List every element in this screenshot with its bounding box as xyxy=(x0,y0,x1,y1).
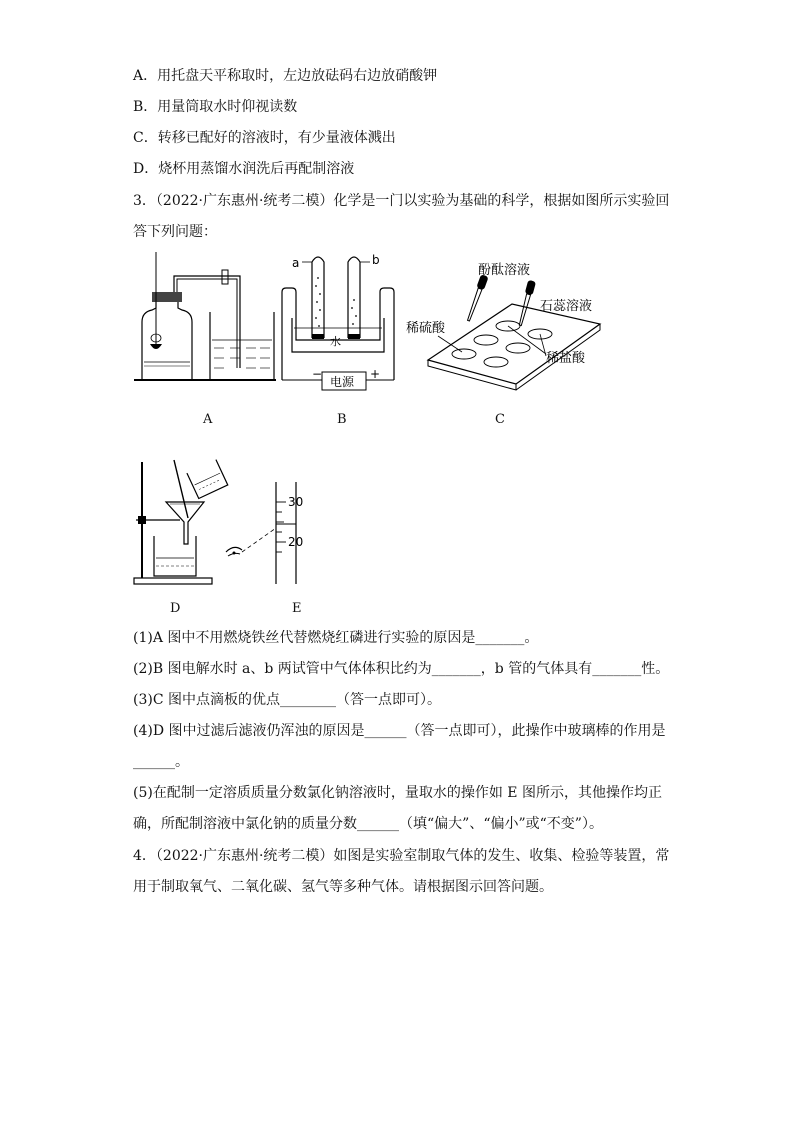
phenolphthalein-label: 酚酞溶液 xyxy=(478,263,531,278)
negative-terminal: − xyxy=(312,367,323,381)
q3-sub-3: (3)C 图中点滴板的优点________（答一点即可）。 xyxy=(133,692,441,708)
figure-d-filtration xyxy=(130,458,230,588)
caption-e: E xyxy=(292,601,302,616)
option-c: C．转移已配好的溶液时，有少量液体溅出 xyxy=(133,130,396,146)
caption-a: A xyxy=(203,412,213,427)
dilute-hydrochloric-acid-label: 稀盐酸 xyxy=(546,351,586,366)
q3-stem-line2: 答下列问题： xyxy=(133,224,217,240)
q4-stem-line1: 4．（2022·广东惠州·统考二模）如图是实验室制取气体的发生、收集、检验等装置，常 xyxy=(133,848,670,864)
q4-stem-line2: 用于制取氧气、二氧化碳、氢气等多种气体。请根据图示回答问题。 xyxy=(133,879,553,895)
q3-sub-4: (4)D 图中过滤后滤液仍浑浊的原因是______（答一点即可），此操作中玻璃棒的作用是 xyxy=(133,723,666,739)
q3-sub-2: (2)B 图电解水时 a、b 两试管中气体体积比约为_______，b 管的气体具有_______性。 xyxy=(133,661,670,677)
tick-30: 30 xyxy=(288,495,304,509)
caption-d: D xyxy=(170,601,181,616)
tick-20: 20 xyxy=(288,535,304,549)
litmus-label: 石蕊溶液 xyxy=(540,299,593,314)
caption-b: B xyxy=(337,412,347,427)
positive-terminal: + xyxy=(370,367,381,381)
figure-e-cylinder-reading xyxy=(220,478,310,588)
caption-c: C xyxy=(495,412,505,427)
tube-a-label: a xyxy=(292,256,300,270)
q3-sub-5: (5)在配制一定溶质质量分数氯化钠溶液时，量取水的操作如 E 图所示，其他操作均正 xyxy=(133,785,662,801)
figure-a-apparatus xyxy=(130,252,280,387)
water-label: 水 xyxy=(330,335,341,348)
power-supply-label: 电源 xyxy=(330,375,355,389)
dilute-sulfuric-acid-label: 稀硫酸 xyxy=(406,321,446,336)
option-b: B．用量筒取水时仰视读数 xyxy=(133,99,298,115)
q3-sub-1: (1)A 图中不用燃烧铁丝代替燃烧红磷进行实验的原因是_______。 xyxy=(133,630,539,646)
tube-b-label: b xyxy=(372,253,380,267)
q3-stem-line1: 3．（2022·广东惠州·统考二模）化学是一门以实验为基础的科学，根据如图所示实验回 xyxy=(133,193,670,209)
q3-sub-4-cont: ______。 xyxy=(133,754,189,770)
figure-b-electrolysis xyxy=(278,248,408,398)
option-d: D．烧杯用蒸馏水润洗后再配制溶液 xyxy=(133,161,355,177)
option-a: A．用托盘天平称取时，左边放砝码右边放硝酸钾 xyxy=(133,68,438,84)
figure-c-spot-plate xyxy=(404,252,604,392)
q3-sub-5-cont: 确，所配制溶液中氯化钠的质量分数______（填“偏大”、“偏小”或“不变”）。 xyxy=(133,816,603,832)
